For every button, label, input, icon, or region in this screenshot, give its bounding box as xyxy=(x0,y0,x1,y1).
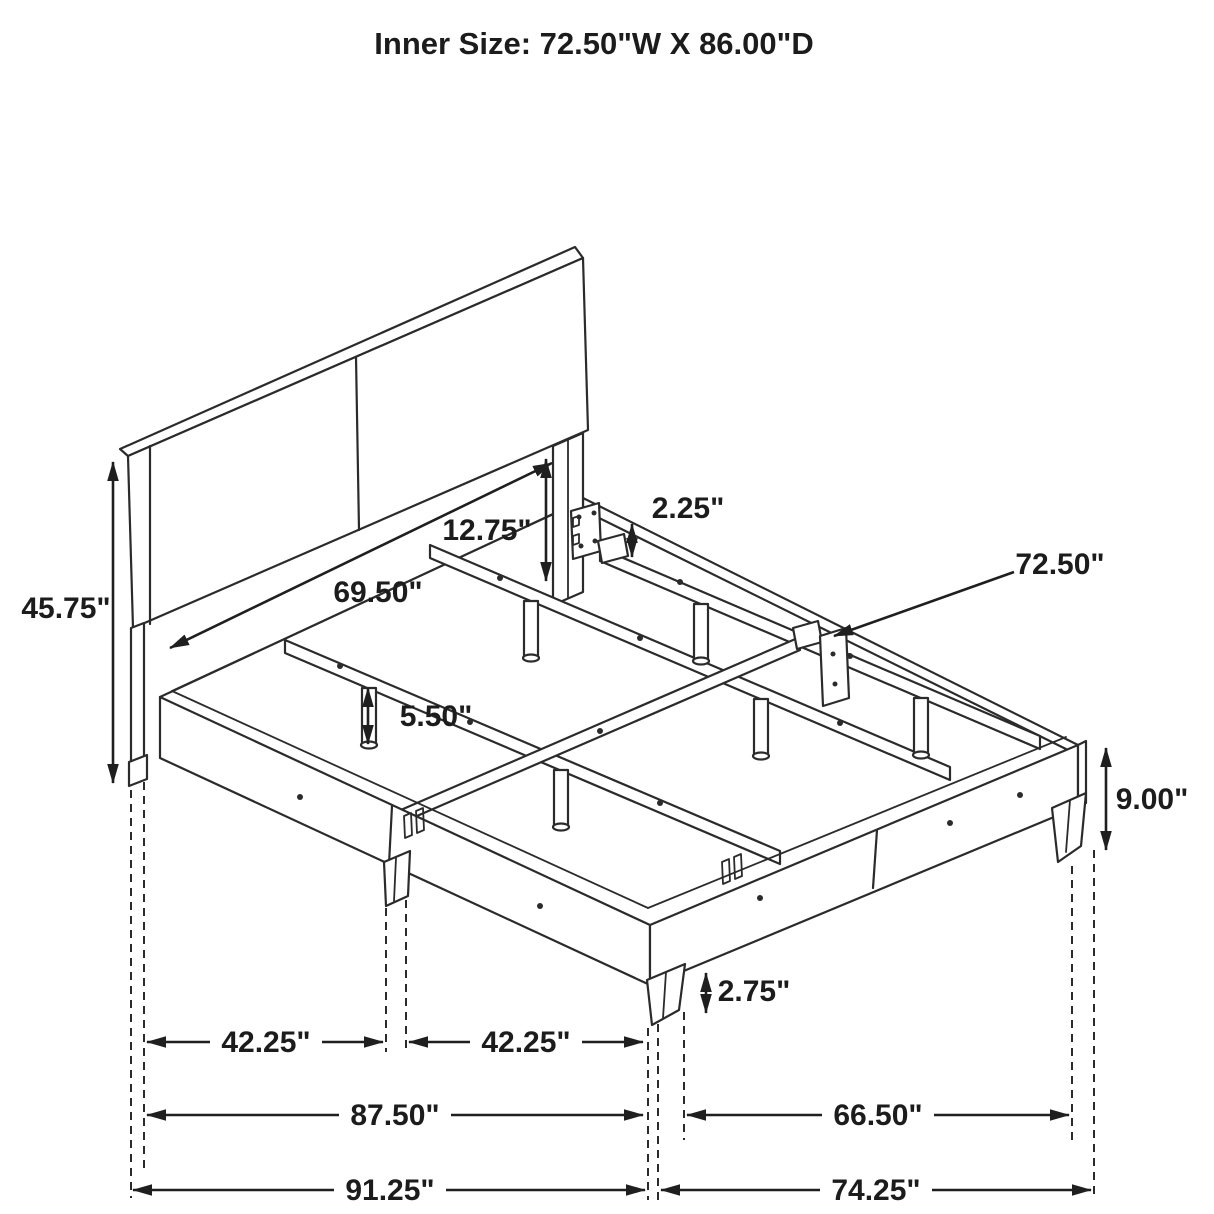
dim-headboard-width-label: 69.50" xyxy=(333,576,423,609)
dim-rail-gap-label: 2.25" xyxy=(651,492,725,525)
dim-span-total-right-label: 74.25" xyxy=(831,1174,921,1207)
page-title: Inner Size: 72.50"W X 86.00"D xyxy=(374,26,814,61)
dim-panel-to-rail-label: 12.75" xyxy=(442,514,532,547)
support-leg xyxy=(753,699,769,760)
dim-span-rail-label: 87.50" xyxy=(350,1099,440,1132)
rail-bracket-plate xyxy=(571,503,601,559)
support-leg xyxy=(523,601,539,662)
dim-headboard-height-label: 45.75" xyxy=(21,592,111,625)
dim-span-foot-label: 66.50" xyxy=(833,1099,923,1132)
slat-bracket-plate xyxy=(820,628,849,706)
support-leg xyxy=(913,698,929,759)
dim-inner-width-label: 72.50" xyxy=(1015,548,1105,581)
headboard-left-post xyxy=(129,623,147,786)
support-leg xyxy=(693,604,709,665)
dim-span-left-b-label: 42.25" xyxy=(481,1026,571,1059)
dim-center-leg-height-label: 5.50" xyxy=(399,700,473,733)
support-leg xyxy=(553,770,569,831)
dim-front-leg-height xyxy=(706,973,790,1013)
mid-leg xyxy=(384,851,410,906)
dim-span-left-a-label: 42.25" xyxy=(221,1026,311,1059)
dim-span-total-left-label: 91.25" xyxy=(345,1174,435,1207)
dim-front-leg-height-label: 2.75" xyxy=(717,975,791,1008)
dim-frame-height-label: 9.00" xyxy=(1115,783,1189,816)
